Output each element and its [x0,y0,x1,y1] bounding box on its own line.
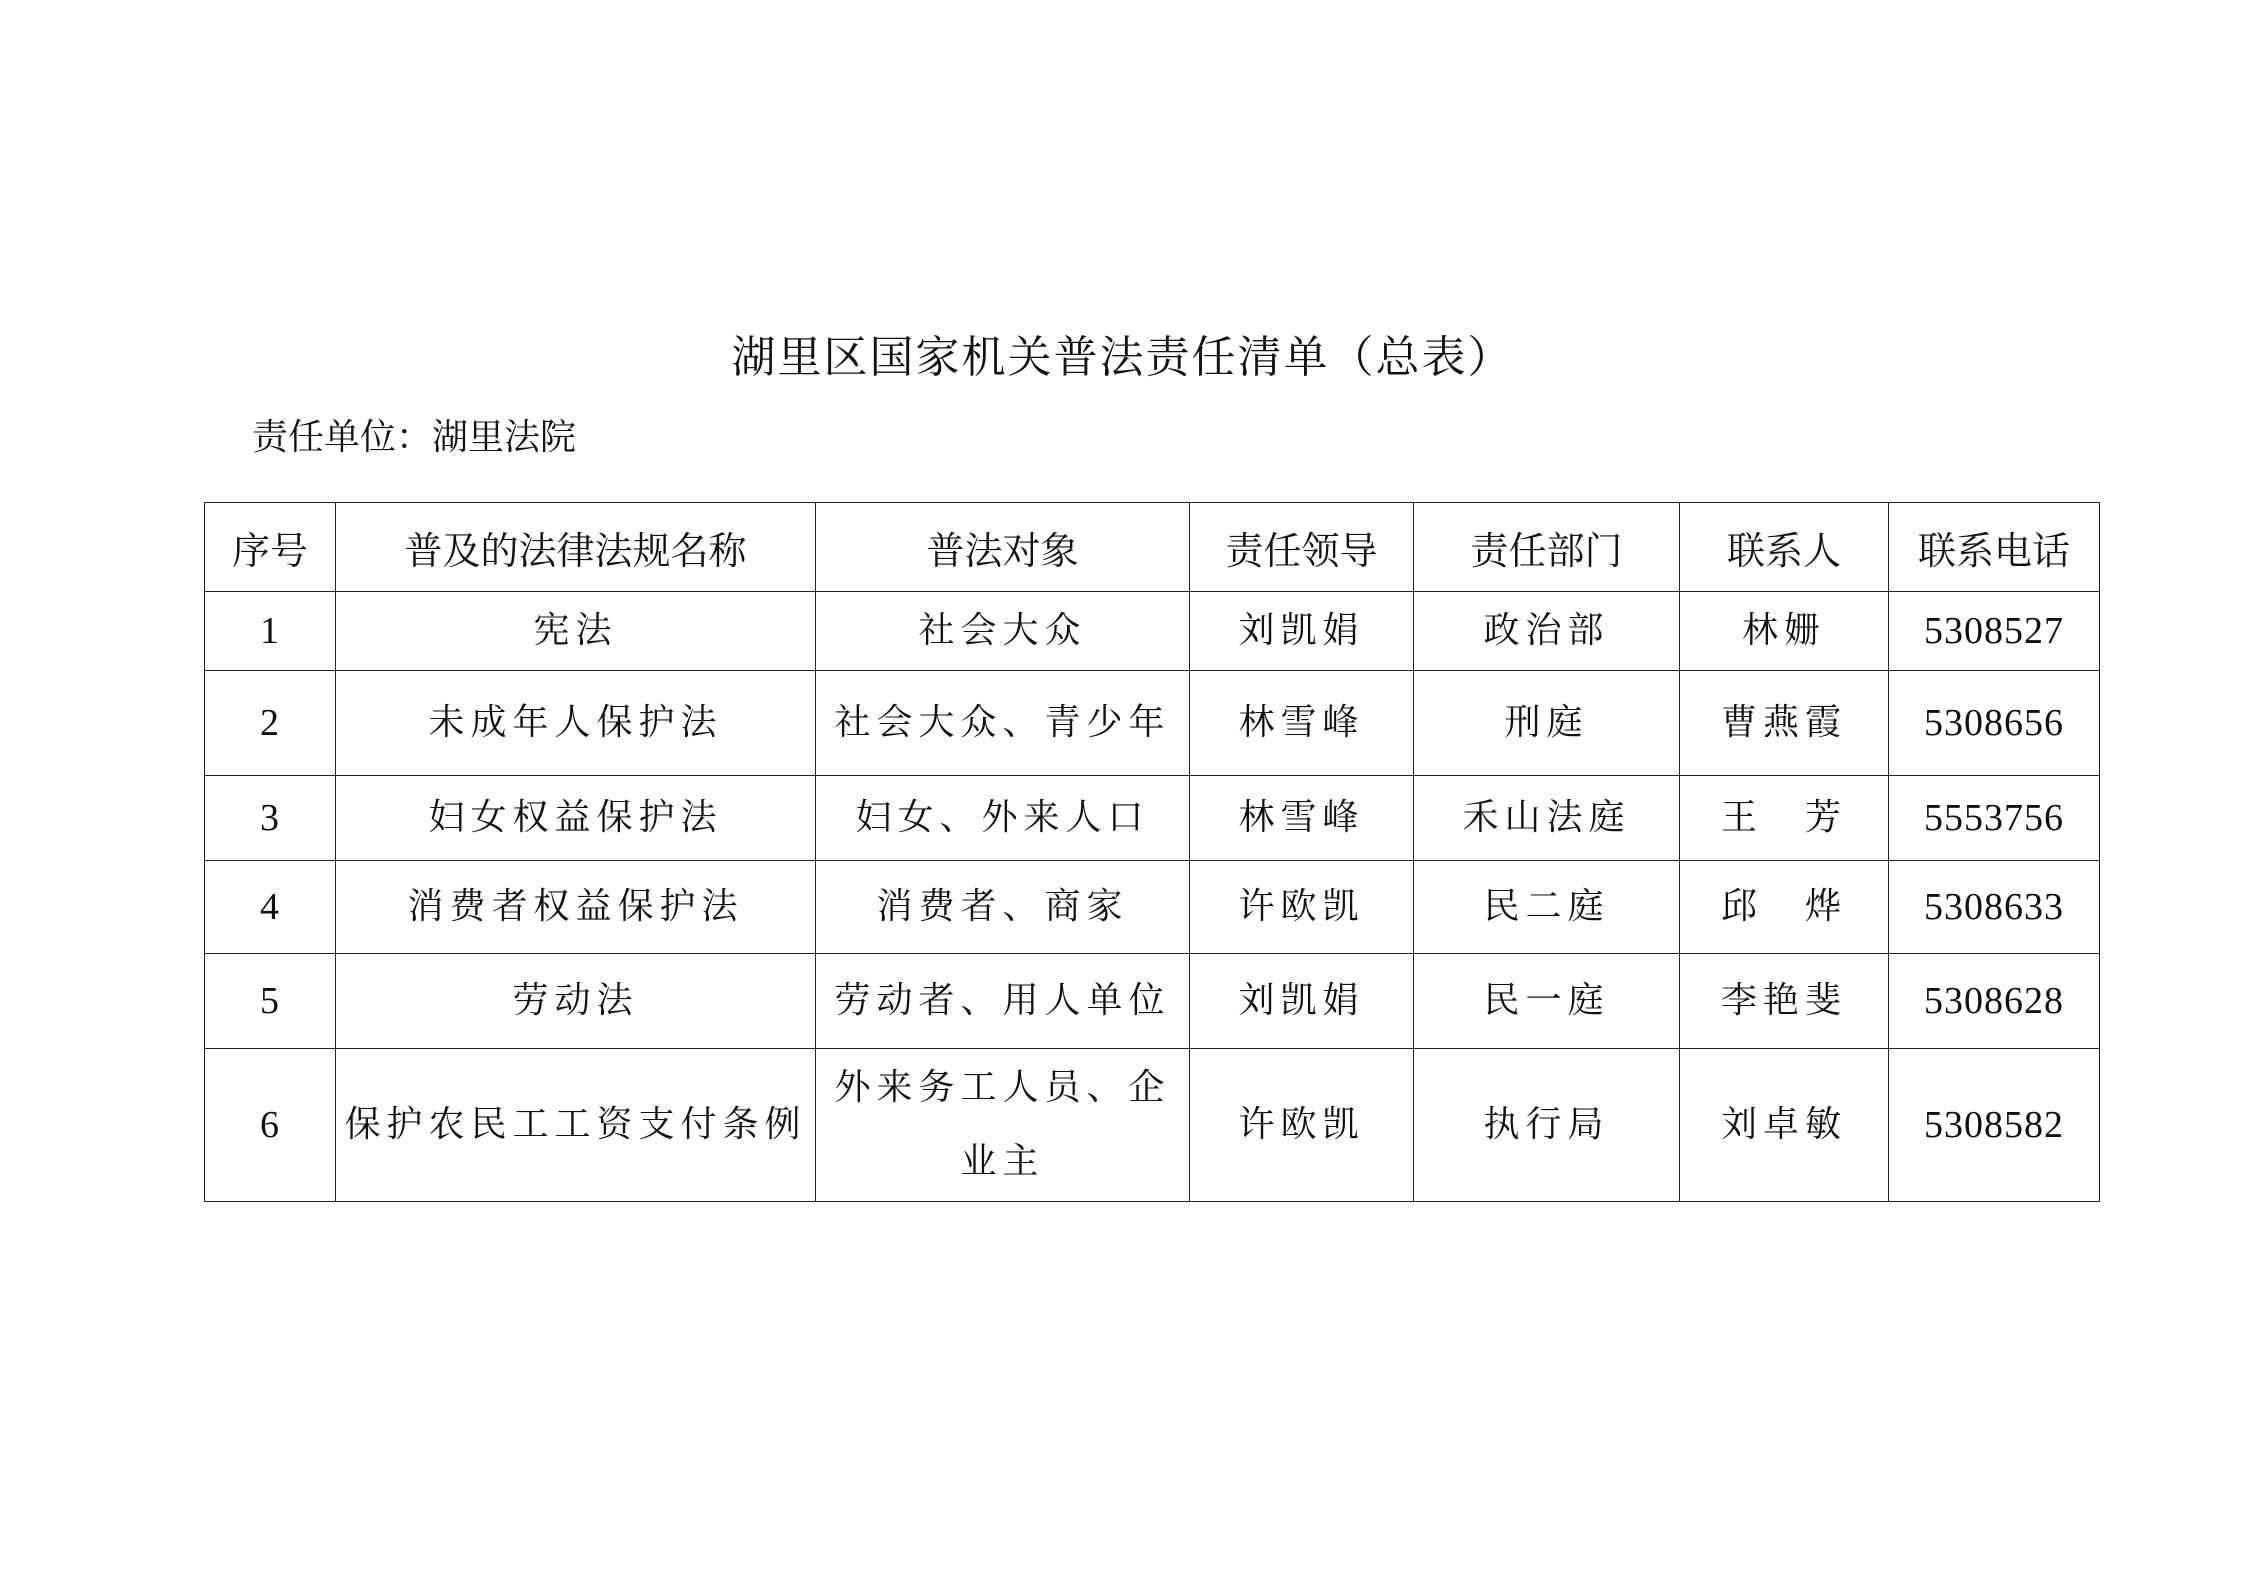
cell-leader: 刘凯娟 [1190,954,1414,1049]
cell-phone: 5308527 [1889,592,2100,671]
cell-law-name: 保护农民工工资支付条例 [336,1049,816,1202]
table-header-row [205,503,2100,592]
cell-phone: 5308656 [1889,671,2100,776]
cell-law-name: 妇女权益保护法 [336,776,816,861]
table-row [205,776,2100,861]
cell-index: 5 [205,954,336,1049]
cell-index: 4 [205,861,336,954]
header-department: 责任部门 [1414,503,1680,592]
cell-index: 2 [205,671,336,776]
cell-leader: 林雪峰 [1190,671,1414,776]
cell-contact: 王 芳 [1680,776,1889,861]
cell-phone: 5308633 [1889,861,2100,954]
header-index: 序号 [205,503,336,592]
cell-contact: 刘卓敏 [1680,1049,1889,1202]
cell-audience: 社会大众、青少年 [816,671,1190,776]
cell-department: 民二庭 [1414,861,1680,954]
cell-audience: 社会大众 [816,592,1190,671]
cell-contact: 邱 烨 [1680,861,1889,954]
header-phone: 联系电话 [1889,503,2100,592]
cell-leader: 许欧凯 [1190,861,1414,954]
cell-contact: 林姗 [1680,592,1889,671]
responsibility-table [204,502,2100,1202]
cell-department: 执行局 [1414,1049,1680,1202]
cell-department: 禾山法庭 [1414,776,1680,861]
cell-phone: 5308582 [1889,1049,2100,1202]
cell-department: 政治部 [1414,592,1680,671]
cell-index: 1 [205,592,336,671]
cell-audience: 消费者、商家 [816,861,1190,954]
cell-law-name: 宪法 [336,592,816,671]
table-row [205,1049,2100,1202]
header-leader: 责任领导 [1190,503,1414,592]
cell-contact: 曹燕霞 [1680,671,1889,776]
cell-law-name: 劳动法 [336,954,816,1049]
responsible-unit: 责任单位：湖里法院 [252,417,577,458]
cell-law-name: 消费者权益保护法 [336,861,816,954]
cell-phone: 5553756 [1889,776,2100,861]
cell-law-name: 未成年人保护法 [336,671,816,776]
table-row [205,592,2100,671]
cell-contact: 李艳斐 [1680,954,1889,1049]
cell-department: 刑庭 [1414,671,1680,776]
cell-audience: 外来务工人员、企业主 [816,1049,1190,1202]
cell-leader: 林雪峰 [1190,776,1414,861]
cell-leader: 许欧凯 [1190,1049,1414,1202]
cell-leader: 刘凯娟 [1190,592,1414,671]
cell-audience: 劳动者、用人单位 [816,954,1190,1049]
header-contact: 联系人 [1680,503,1889,592]
cell-department: 民一庭 [1414,954,1680,1049]
table-row [205,671,2100,776]
page-title: 湖里区国家机关普法责任清单（总表） [731,332,1514,383]
header-law-name: 普及的法律法规名称 [336,503,816,592]
table-row [205,861,2100,954]
cell-audience: 妇女、外来人口 [816,776,1190,861]
cell-index: 6 [205,1049,336,1202]
table-row [205,954,2100,1049]
cell-index: 3 [205,776,336,861]
cell-phone: 5308628 [1889,954,2100,1049]
header-audience: 普法对象 [816,503,1190,592]
